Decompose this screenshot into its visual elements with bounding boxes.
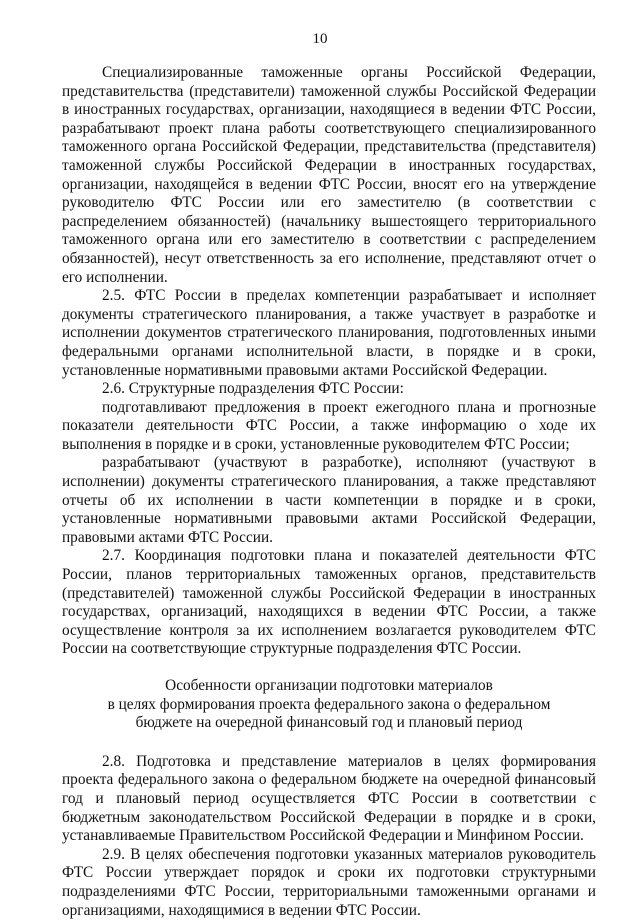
paragraph-2-6-item-1: подготавливают предложения в проект ежегодного плана и прогнозные показатели деятельности ФТС России, а также информацию о ходе их выполнения в порядке и в сроки, установленные руководителем ФТС России;: [62, 398, 596, 453]
document-body: [62, 64, 596, 920]
paragraph-organizations-plan: Специализированные таможенные органы Российской Федерации, представительства (представители) таможенной службы Российской Федерации в иностранных государствах, организации, находящиеся в ведении ФТС России, разрабатывают проект плана работы соответствующего специализированного таможенного органа Российской Федерации, представительства (представителя) таможенной службы Российской Федерации в иностранных государствах, организации, находящейся в ведении ФТС России, вносят его на утверждение руководителю ФТС России или его заместителю (в соответствии с распределением обязанностей) (начальнику вышестоящего территориального таможенного органа или его заместителю в соответствии с распределением обязанностей), несут ответственность за его исполнение, представляют отчет о его исполнении.: [62, 64, 596, 286]
section-heading: [62, 677, 596, 733]
section-heading-line-3: бюджете на очередной финансовый год и плановый период: [135, 714, 523, 732]
paragraph-2-6: 2.6. Структурные подразделения ФТС России:: [102, 380, 404, 398]
paragraph-2-5: 2.5. ФТС России в пределах компетенции разрабатывает и исполняет документы стратегического планирования, а также участвует в разработке и исполнении документов стратегического планирования, подготовленных иными федеральными органами исполнительной власти, в порядке и в сроки, установленные нормативными правовыми актами Российской Федерации.: [62, 287, 596, 379]
section-heading-line-1: Особенности организации подготовки материалов: [165, 677, 493, 694]
section-heading-line-2: в целях формирования проекта федерального закона о федеральном: [107, 695, 551, 713]
paragraph-2-8: 2.8. Подготовка и представление материалов в целях формирования проекта федерального закона о федеральном бюджете на очередной финансовый год и плановый период осуществляется ФТС России в соответствии с бюджетным законодательством Российской Федерации в порядке и в сроки, устанавливаемые Правительством Российской Федерации и Минфином России.: [62, 752, 596, 845]
paragraph-2-9: 2.9. В целях обеспечения подготовки указанных материалов руководитель ФТС России утверждает порядок и сроки их подготовки структурными подразделениями ФТС России, территориальными таможенными органами и организациями, находящимися в ведении ФТС России.: [62, 845, 596, 919]
paragraph-2-6-item-2: разрабатывают (участвуют в разработке), исполняют (участвуют в исполнении) документы стратегического планирования, а также представляют отчеты об их исполнении в части компетенции в порядке и в сроки, установленные нормативными правовыми актами Российской Федерации, правовыми актами ФТС России.: [62, 454, 596, 546]
page-number: 10: [312, 31, 328, 47]
paragraph-2-7: 2.7. Координация подготовки плана и показателей деятельности ФТС России, планов территориальных таможенных органов, представительств (представителей) таможенной службы Российской Федерации в иностранных государствах, организаций, находящихся в ведении ФТС России, а также осуществление контроля за их исполнением возлагается руководителем ФТС России на соответствующие структурные подразделения ФТС России.: [62, 547, 596, 658]
